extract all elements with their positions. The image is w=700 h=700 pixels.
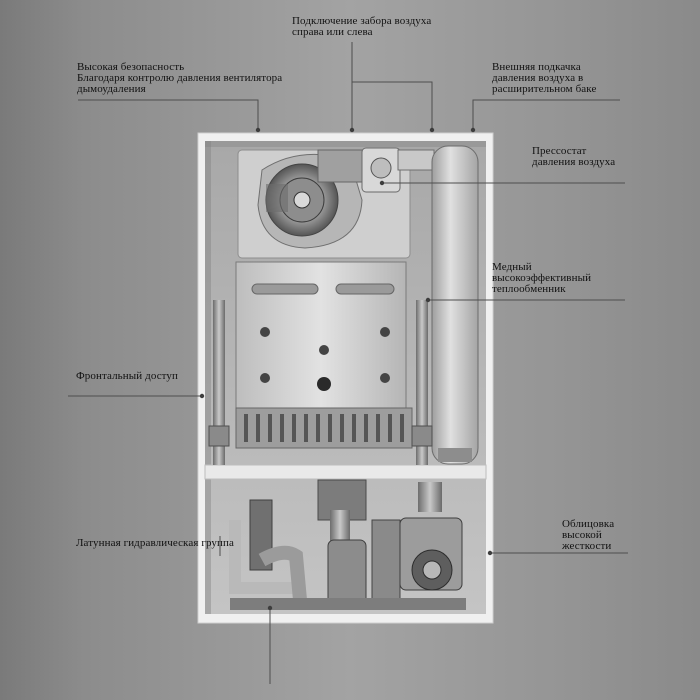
- callout-pressostat: Прессостат давления воздуха: [532, 145, 616, 168]
- callout-high-safety: Высокая безопасность Благодаря контролю давления вентилятора дымоудаления: [77, 61, 283, 95]
- callout-copper-exchanger: Медный высокоэффективный теплообменник: [492, 261, 592, 295]
- heat-exchanger: [236, 262, 412, 448]
- callout-rigid-casing: Облицовка высокой жесткости: [562, 518, 615, 552]
- hydraulic-group: [230, 480, 466, 610]
- callout-external-pumping: Внешняя подкачка давления воздуха в расширительном баке: [492, 61, 597, 95]
- expansion-tank: [432, 146, 478, 464]
- callout-air-intake: Подключение забора воздуха справа или слева: [292, 15, 432, 38]
- callout-front-access: Фронтальный доступ: [76, 370, 179, 382]
- callout-brass-group: Латунная гидравлическая группа: [76, 537, 234, 549]
